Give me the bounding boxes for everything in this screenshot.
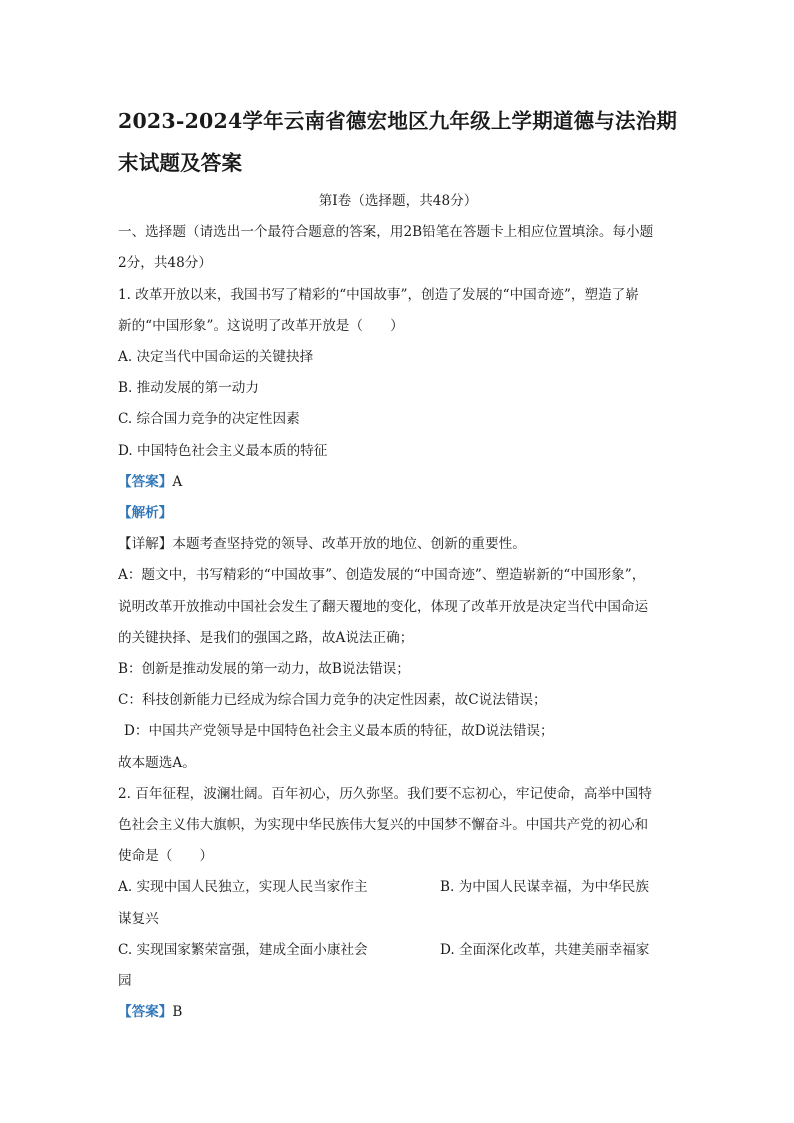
q1-explanation-line: 的关键抉择、是我们的强国之路，故A说法正确； (118, 629, 414, 646)
q1-answer (118, 467, 678, 498)
q1-explanation-line: A：题文中，书写精彩的“中国故事”、创造发展的“中国奇迹”、塑造崭新的“中国形象”， (118, 567, 646, 584)
q1-option-b: B. 推动发展的第一动力 (118, 380, 259, 397)
q2-option-a: A. 实现中国人民独立，实现人民当家作主 (118, 879, 368, 896)
q2-option-b-continued: 谋复兴 (118, 910, 159, 927)
q2-stem-line-3: 使命是（ ） (118, 848, 214, 865)
q2-stem-line-1: 2. 百年征程，波澜壮阔。百年初心，历久弥坚。我们要不忘初心，牢记使命，高举中国特 (118, 785, 652, 802)
answer-tag: 【答案】 (118, 473, 173, 490)
q1-stem-line-1: 1. 改革开放以来，我国书写了精彩的“中国故事”，创造了发展的“中国奇迹”，塑造了崭 (118, 286, 639, 303)
document-title (118, 100, 678, 184)
section-header: 第Ⅰ卷（选择题，共48分） (318, 193, 478, 209)
q2-answer (118, 997, 678, 1028)
instructions-line-1: 一、选择题（请选出一个最符合题意的答案，用2B铅笔在答题卡上相应位置填涂。每小题 (118, 224, 654, 241)
q2-option-c: C. 实现国家繁荣富强，建成全面小康社会 (118, 941, 368, 958)
analysis-tag: 【解析】 (118, 505, 173, 522)
q1-explanation-line: B：创新是推动发展的第一动力，故B说法错误； (118, 661, 410, 678)
answer-tag: 【答案】 (118, 1004, 173, 1021)
q1-stem-line-2: 新的“中国形象”。这说明了改革开放是（ ） (118, 317, 404, 334)
q1-analysis (118, 498, 678, 529)
q1-conclusion: 故本题选A。 (118, 754, 196, 771)
detail-text: 本题考查坚持党的领导、改革开放的地位、创新的重要性。 (172, 536, 526, 553)
q1-explanation-line: C：科技创新能力已经成为综合国力竞争的决定性因素，故C说法错误； (118, 692, 547, 709)
q1-option-c: C. 综合国力竞争的决定性因素 (118, 411, 300, 428)
title-line-1: 2023-2024学年云南省德宏地区九年级上学期道德与法治期 (118, 109, 678, 133)
q1-option-d: D. 中国特色社会主义最本质的特征 (118, 442, 328, 459)
q1-option-a: A. 决定当代中国命运的关键抉择 (118, 349, 314, 366)
q2-stem-line-2: 色社会主义伟大旗帜，为实现中华民族伟大复兴的中国梦不懈奋斗。中国共产党的初心和 (118, 817, 649, 834)
instructions-line-2: 2分，共48分） (118, 255, 212, 272)
detail-tag: 【详解】 (118, 536, 173, 553)
answer-value: A (172, 473, 183, 490)
answer-value: B (172, 1004, 183, 1021)
q2-options-row-2 (118, 935, 678, 966)
q1-explanation-line: D：中国共产党领导是中国特色社会主义最本质的特征，故D说法错误； (124, 723, 554, 740)
q2-option-d-continued: 园 (118, 973, 132, 990)
q2-option-d: D. 全面深化改革，共建美丽幸福家 (440, 941, 650, 958)
q2-option-b: B. 为中国人民谋幸福，为中华民族 (440, 879, 649, 896)
title-line-2: 末试题及答案 (118, 151, 243, 175)
q1-detail (118, 529, 678, 560)
q2-options-row-1 (118, 872, 678, 903)
document-page (118, 100, 678, 1028)
q1-explanation-line: 说明改革开放推动中国社会发生了翻天覆地的变化，体现了改革开放是决定当代中国命运 (118, 598, 649, 615)
